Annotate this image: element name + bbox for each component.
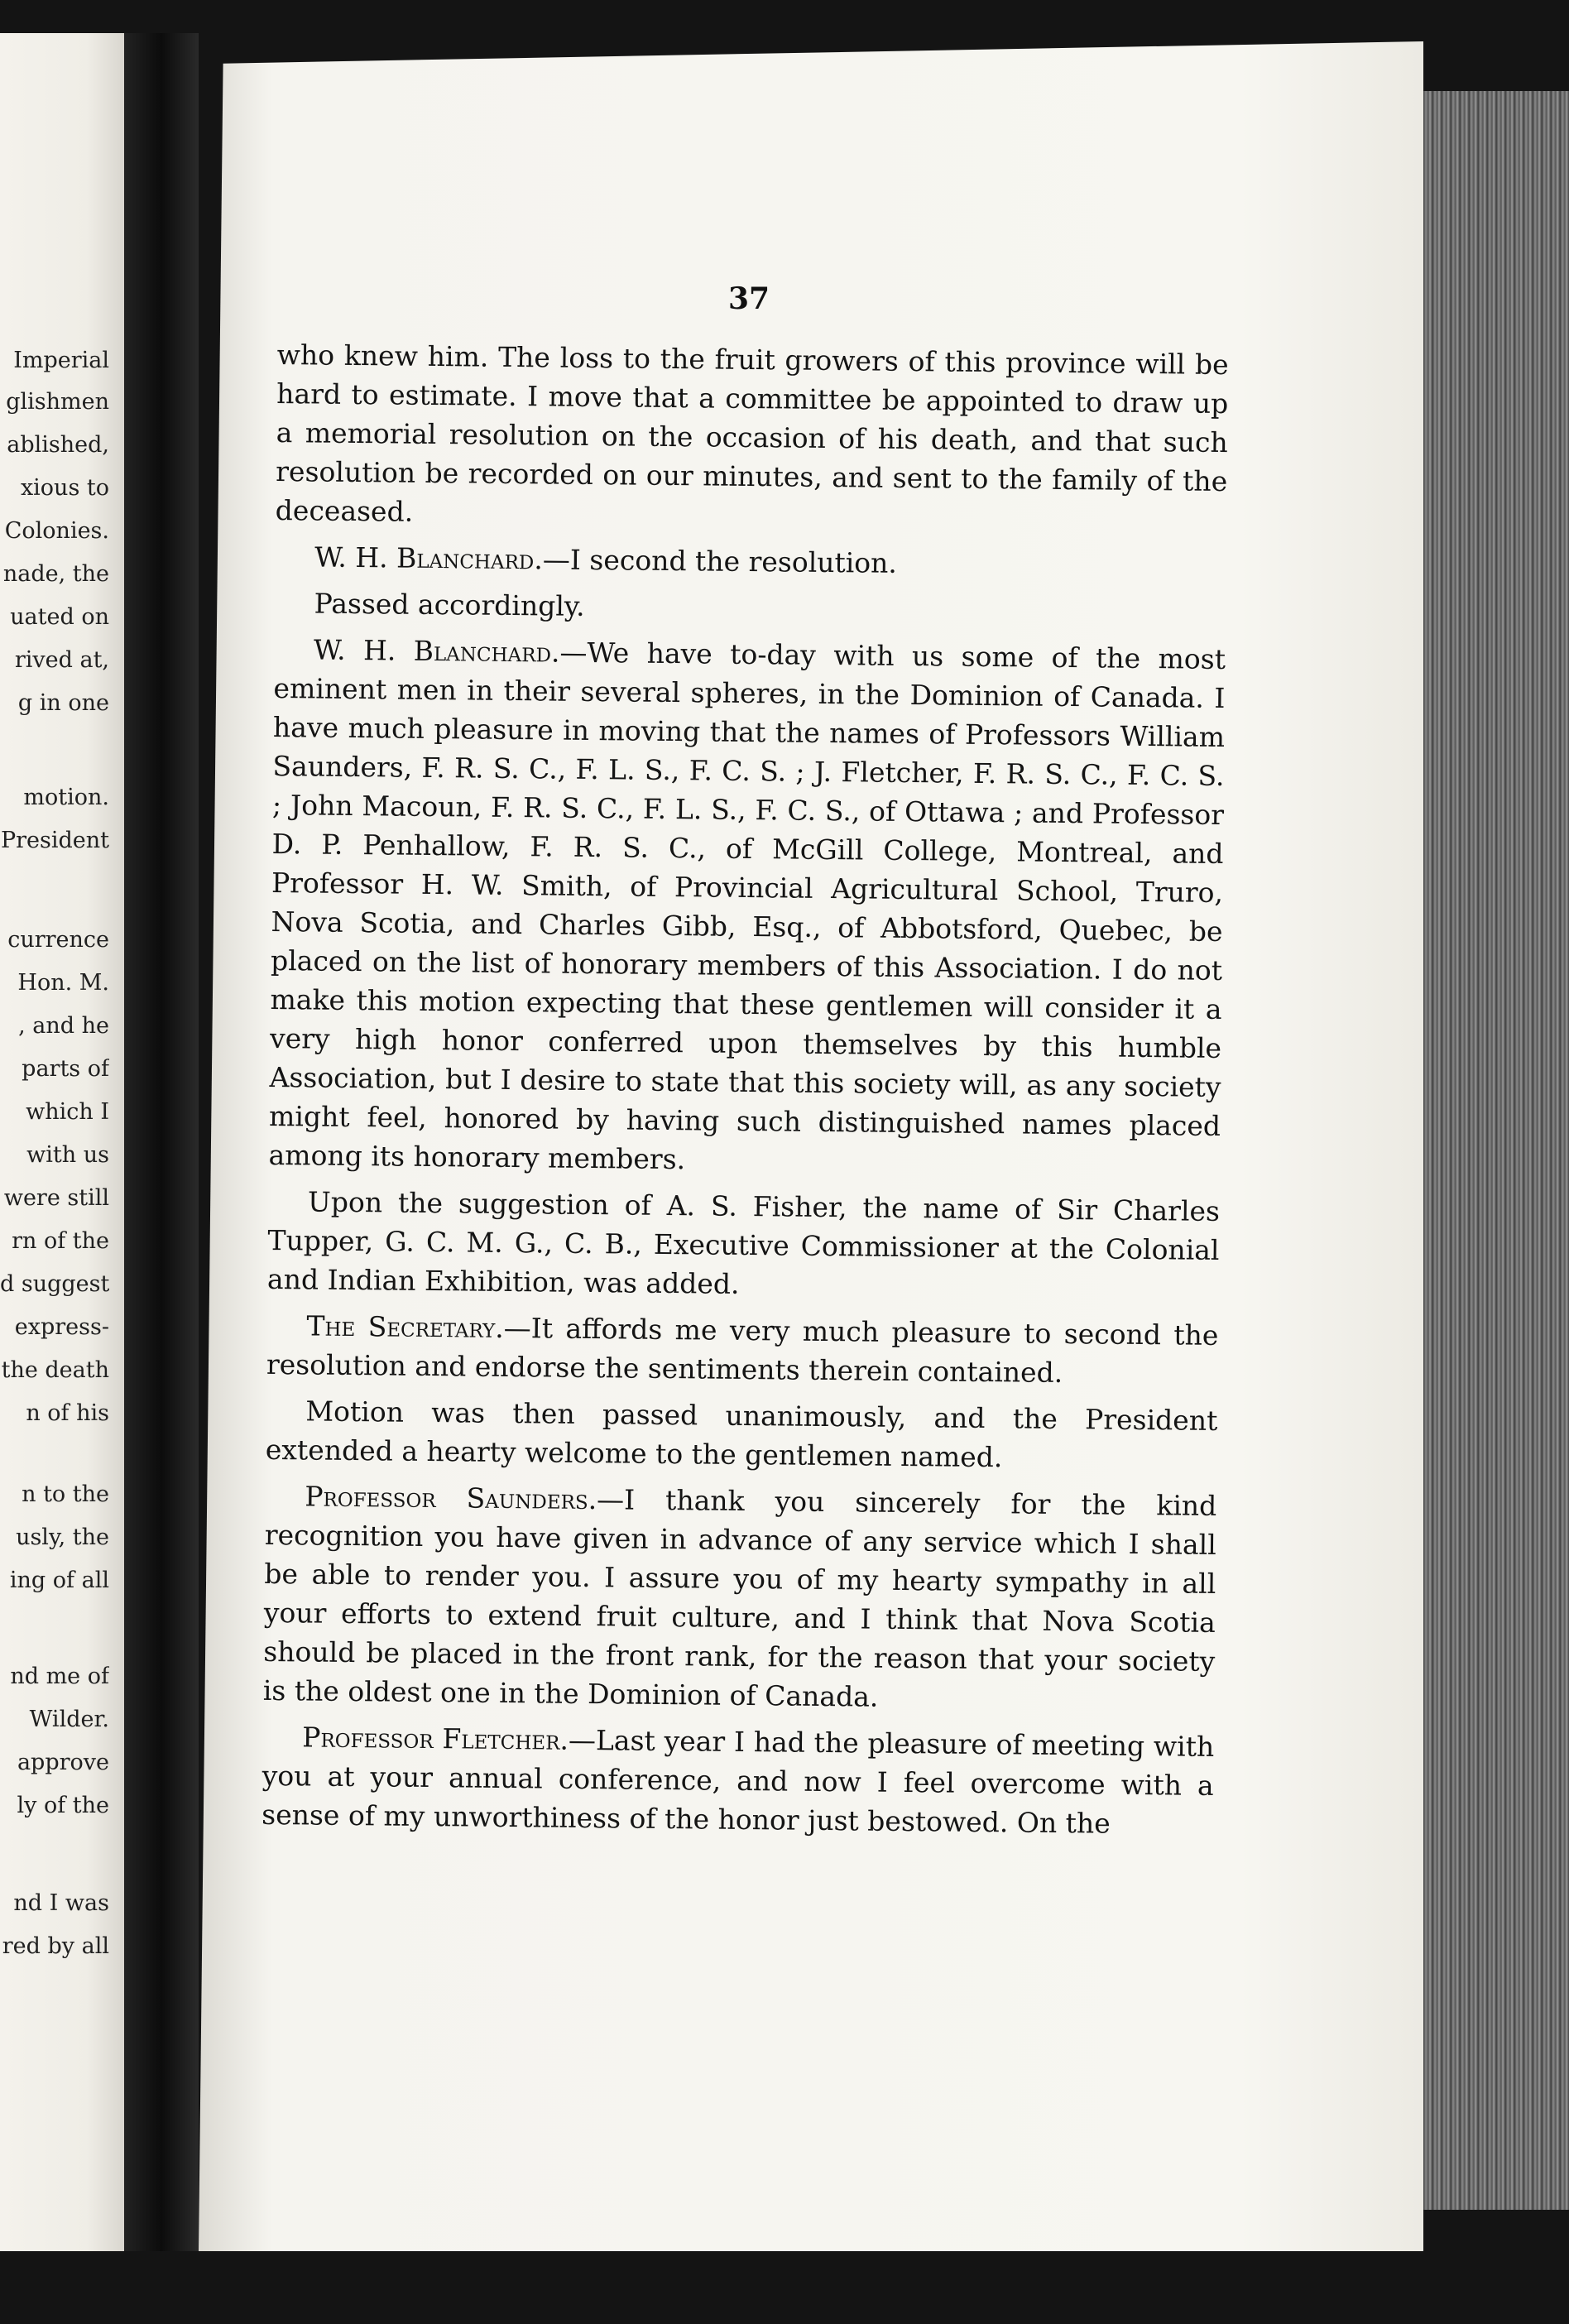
left-page-fragment: n of his xyxy=(26,1400,109,1426)
left-page-fragment: nd me of xyxy=(10,1664,109,1689)
paragraph xyxy=(276,335,1229,540)
left-page-fragment: which I xyxy=(26,1099,109,1125)
left-page-fragment: uated on xyxy=(10,604,109,630)
speaker-name: Professor Saunders. xyxy=(305,1480,597,1516)
paragraph-text: —I second the resolution. xyxy=(542,543,898,579)
left-page-fragment: parts of xyxy=(22,1056,109,1082)
paragraph xyxy=(266,1306,1219,1394)
paragraph-text: —I thank you sincerely for the kind recognition you have given in advance of any service which I shall be able to render you. I assure you of my hearty sympathy in all your efforts to extend fruit culture, and I think that Nova Scotia should be placed in the front rank, for the reason that your society is the oldest one in the Dominion of Canada. xyxy=(262,1483,1217,1713)
left-page-fragment: rn of the xyxy=(12,1228,109,1254)
left-page-fragment: usly, the xyxy=(16,1525,109,1550)
left-page-fragment: ly of the xyxy=(17,1793,109,1818)
paragraph xyxy=(275,537,1226,586)
left-page-fragment: President xyxy=(0,828,109,853)
paragraph-text: —Last year I had the pleasure of meeting with you at your annual conference, and now I feel overcome with a sense of my unworthiness of the honor just bestowed. On the xyxy=(262,1723,1215,1840)
paragraph xyxy=(262,1717,1214,1844)
paragraph-text: Upon the suggestion of A. S. Fisher, the name of Sir Charles Tupper, G. C. M. G., C. B., Executive Commissioner at the Colonial and Indian Exhibition, was added. xyxy=(266,1185,1221,1300)
left-page-fragment: rived at, xyxy=(14,647,109,673)
page-number: 37 xyxy=(728,281,770,316)
left-page-fragment: g in one xyxy=(17,690,109,716)
paragraph xyxy=(267,1182,1220,1308)
left-page-fragment: currence xyxy=(7,927,109,953)
left-page-fragment: the death xyxy=(1,1357,109,1383)
left-page-fragment: ablished, xyxy=(7,432,109,458)
left-page-fragment: red by all xyxy=(2,1933,109,1959)
left-page-fragment: nd I was xyxy=(13,1890,109,1916)
page-edges xyxy=(1423,91,1569,2210)
left-page-fragment: n to the xyxy=(22,1481,109,1507)
paragraph-text: Motion was then passed unanimously, and the President extended a hearty welcome to the gentlemen named. xyxy=(265,1395,1218,1474)
left-page-fragment: motion. xyxy=(23,785,109,810)
left-page-fragment: , and he xyxy=(18,1013,109,1039)
left-page-fragment: were still xyxy=(3,1185,109,1211)
left-page-fragment: nade, the xyxy=(2,561,109,587)
paragraph-text: —It affords me very much pleasure to second the resolution and endorse the sentiments therein contained. xyxy=(266,1311,1219,1390)
paragraph-text: who knew him. The loss to the fruit growers of this province will be hard to estimate. I move that a committee be appointed to draw up a memorial resolution on the occasion of his death, and that such resolution be recorded on our minutes, and sent to the family of the deceased. xyxy=(275,338,1229,528)
left-page-fragment: Colonies. xyxy=(4,518,109,544)
left-page-fragment: approve xyxy=(17,1750,109,1775)
speaker-name: The Secretary. xyxy=(306,1309,504,1344)
paragraph xyxy=(266,1391,1218,1479)
left-page-fragment: Hon. M. xyxy=(17,970,109,996)
left-page-fragment: d suggest xyxy=(0,1271,109,1297)
left-page-fragment: with us xyxy=(26,1142,109,1168)
left-page-fragment: glishmen xyxy=(6,389,109,415)
left-page xyxy=(0,33,124,2251)
left-page-fragment: xious to xyxy=(20,475,109,501)
paragraph xyxy=(263,1477,1217,1720)
speaker-name: Professor Fletcher. xyxy=(302,1721,569,1756)
speaker-name: W. H. Blanchard. xyxy=(314,540,544,576)
left-page-fragment: Wilder. xyxy=(29,1707,109,1732)
paragraph xyxy=(274,583,1226,632)
left-page-fragment: express- xyxy=(14,1314,109,1340)
paragraph xyxy=(268,630,1226,1184)
paragraph-text: —We have to-day with us some of the most eminent men in their several spheres, in the Dominion of Canada. I have much pleasure in moving that the names of Professors William Saunders, F. R. S. C., F. L. S., F. C. S. ; J. Fletcher, F. R. S. C., F. C. S. ; John Macoun, F. R. S. C., F. L. S., F. C. S., of Ottawa ; and Professor D. P. Penhallow, F. R. S. C., of McGill College, Montreal, and Professor H. W. Smith, of Provincial Agricultural School, Truro, Nova Scotia, and Charles Gibb, Esq., of Abbotsford, Quebec, be placed on the list of honorary members of this Association. I do not make this motion expecting that these gentlemen will consider it a very high honor conferred upon themselves by this humble Association, but I desire to state that this society will, as any society might feel, honored by having such distinguished names placed among its honorary members. xyxy=(268,636,1226,1176)
book-spine xyxy=(124,33,199,2251)
speaker-name: W. H. Blanchard. xyxy=(313,633,560,669)
page-body xyxy=(262,335,1229,1851)
paragraph-text: Passed accordingly. xyxy=(314,587,585,622)
left-page-fragment: ing of all xyxy=(9,1568,109,1593)
left-page-fragment: Imperial xyxy=(13,348,109,373)
